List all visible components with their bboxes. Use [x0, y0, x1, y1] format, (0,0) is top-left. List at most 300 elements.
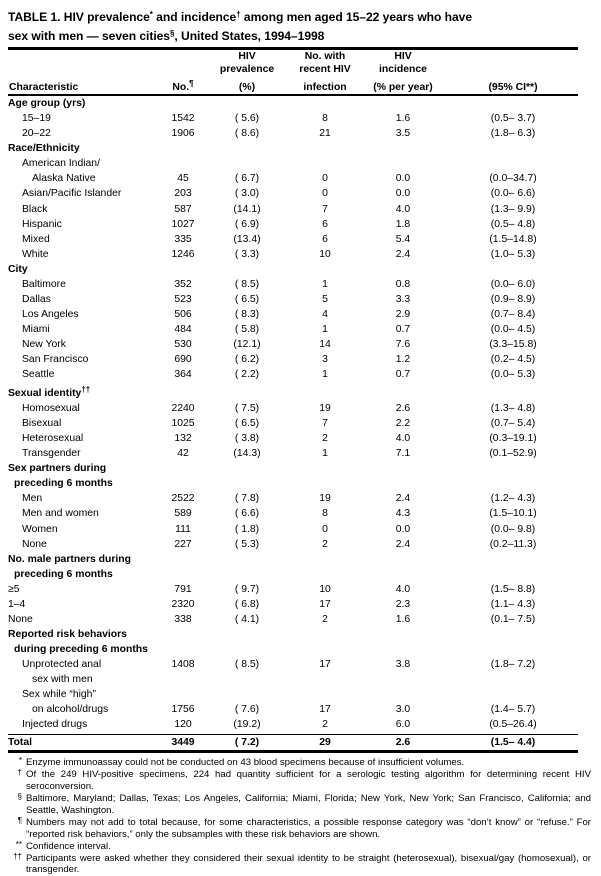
cell-ci: (0.0–34.7) — [489, 173, 537, 185]
cell-ci: (0.0– 6.6) — [490, 188, 536, 200]
cell-incidence: 0.7 — [395, 323, 411, 335]
cell-infection: 3 — [322, 353, 328, 365]
cell-incidence: 7.1 — [395, 448, 411, 460]
empty-cell — [364, 687, 442, 702]
cell-no: 523 — [174, 293, 192, 305]
header-row-1 — [8, 50, 578, 63]
table-row — [8, 367, 578, 382]
table-row — [8, 702, 578, 717]
cell-incidence: 1.8 — [395, 218, 411, 230]
cell-ci: (0.3–19.1) — [489, 433, 537, 445]
empty-cell — [286, 382, 364, 401]
cell-ci: (1.5–14.8) — [489, 233, 537, 245]
group-header-label: City — [8, 263, 28, 275]
cell-ci: (1.3– 4.8) — [490, 403, 536, 415]
empty-cell — [442, 672, 578, 687]
empty-cell — [286, 627, 364, 642]
empty-cell — [160, 141, 208, 156]
hiv-prevalence-table — [8, 50, 578, 94]
total-incidence: 2.6 — [395, 737, 411, 749]
cell-no: 2320 — [171, 598, 195, 610]
table-bottom-rule — [8, 750, 578, 752]
table-row — [8, 217, 578, 232]
empty-cell — [286, 156, 364, 171]
row-label: Mixed — [22, 233, 50, 245]
header-prevalence-line2: prevalence — [219, 64, 275, 76]
cell-infection: 1 — [322, 278, 328, 290]
footnote-item — [8, 853, 591, 876]
row-label: Men and women — [22, 508, 99, 520]
row-label: 15–19 — [22, 113, 51, 125]
row-label: Heterosexual — [22, 433, 84, 445]
table-row — [8, 111, 578, 126]
empty-cell — [160, 552, 208, 567]
cell-ci: (0.0– 6.0) — [490, 278, 536, 290]
row-label: Seattle — [22, 369, 55, 381]
header-incidence-line1: HIV — [394, 51, 412, 63]
table-row-total — [8, 735, 578, 750]
row-label: Asian/Pacific Islander — [22, 188, 122, 200]
group-header-label: Race/Ethnicity — [8, 143, 80, 155]
table-group-header-row — [8, 476, 578, 491]
empty-cell — [160, 382, 208, 401]
empty-cell — [364, 627, 442, 642]
row-label: Transgender — [22, 448, 81, 460]
cell-prevalence: ( 8.3) — [234, 308, 260, 320]
header-row-3 — [8, 77, 578, 94]
table-row — [8, 506, 578, 521]
cell-prevalence: ( 5.3) — [234, 538, 260, 550]
cell-prevalence: ( 6.7) — [234, 173, 260, 185]
cell-ci: (1.5–10.1) — [489, 508, 537, 520]
cell-ci: (0.1– 7.5) — [490, 613, 536, 625]
footnote-text: Numbers may not add to total because, for some characteristics, a possible response category was “don’t know” or “refuse.” For “reported risk behaviors,” only the subsamples with these risk behaviors are shown. — [26, 816, 591, 840]
cell-prevalence: ( 1.8) — [234, 523, 260, 535]
cell-ci: (0.5–26.4) — [489, 719, 537, 731]
cell-prevalence: ( 7.8) — [234, 493, 260, 505]
cell-no: 530 — [174, 338, 192, 350]
cell-ci: (1.3– 9.9) — [490, 203, 536, 215]
header-row-2 — [8, 63, 578, 76]
cell-ci: (0.7– 5.4) — [490, 418, 536, 430]
table-row — [8, 202, 578, 217]
row-label: 20–22 — [22, 128, 51, 140]
cell-prevalence: ( 8.6) — [234, 128, 260, 140]
table-row — [8, 491, 578, 506]
cell-no: 1542 — [171, 113, 195, 125]
cell-no: 352 — [174, 278, 192, 290]
cell-prevalence: ( 9.7) — [234, 583, 260, 595]
empty-cell — [208, 642, 286, 657]
cell-no: 203 — [174, 188, 192, 200]
row-label: None — [22, 538, 47, 550]
empty-cell — [286, 262, 364, 277]
empty-cell — [364, 96, 442, 111]
table-group-header-row — [8, 567, 578, 582]
empty-cell — [364, 461, 442, 476]
table-row — [8, 277, 578, 292]
empty-cell — [442, 262, 578, 277]
table-row — [8, 337, 578, 352]
empty-cell — [442, 627, 578, 642]
cell-incidence: 4.0 — [395, 203, 411, 215]
empty-cell — [286, 141, 364, 156]
cell-prevalence: ( 8.5) — [234, 658, 260, 670]
cell-infection: 10 — [319, 583, 331, 595]
total-table — [8, 735, 578, 750]
cell-infection: 17 — [319, 658, 331, 670]
empty-cell — [364, 642, 442, 657]
title-text-pre: TABLE 1. HIV prevalence — [8, 10, 150, 24]
cell-no: 335 — [174, 233, 192, 245]
table-row — [8, 537, 578, 552]
empty-cell — [442, 687, 578, 702]
cell-ci: (1.8– 6.3) — [490, 128, 536, 140]
row-label: American Indian/ — [22, 158, 100, 170]
table-row — [8, 446, 578, 461]
cell-prevalence: ( 6.5) — [234, 418, 260, 430]
cell-ci: (0.0– 9.8) — [490, 523, 536, 535]
cell-incidence: 0.7 — [395, 369, 411, 381]
cell-prevalence: (13.4) — [233, 233, 261, 245]
cell-incidence: 2.6 — [395, 403, 411, 415]
cell-infection: 10 — [319, 248, 331, 260]
cell-prevalence: (19.2) — [233, 719, 261, 731]
table-title-line-2 — [8, 26, 587, 45]
table-group-header-row — [8, 627, 578, 642]
total-prevalence: ( 7.2) — [234, 737, 260, 749]
total-no: 3449 — [171, 737, 195, 749]
table-row — [8, 171, 578, 186]
empty-cell — [160, 567, 208, 582]
row-label: Hispanic — [22, 218, 62, 230]
cell-no: 506 — [174, 308, 192, 320]
table-row — [8, 416, 578, 431]
group-header-label: Sexual identity†† — [8, 385, 91, 400]
row-label: ≥5 — [8, 583, 20, 595]
cell-no: 589 — [174, 508, 192, 520]
cell-no: 484 — [174, 323, 192, 335]
empty-cell — [442, 96, 578, 111]
table-row — [8, 657, 578, 672]
cell-infection: 1 — [322, 448, 328, 460]
header-no-footnote-marker: ¶ — [189, 78, 194, 88]
row-label: Alaska Native — [32, 173, 96, 185]
empty-cell — [208, 141, 286, 156]
cell-infection: 17 — [319, 598, 331, 610]
row-label: Sex while “high” — [22, 689, 96, 701]
empty-cell — [364, 382, 442, 401]
empty-cell — [364, 262, 442, 277]
cell-infection: 1 — [322, 323, 328, 335]
empty-cell — [208, 552, 286, 567]
cell-infection: 14 — [319, 338, 331, 350]
table-row — [8, 247, 578, 262]
group-header-label: Sex partners during — [8, 463, 107, 475]
empty-cell — [208, 476, 286, 491]
cell-incidence: 2.2 — [395, 418, 411, 430]
title-text-post: among men aged 15–22 years who have — [240, 10, 473, 24]
empty-cell — [442, 476, 578, 491]
cell-prevalence: ( 6.6) — [234, 508, 260, 520]
footnote-item — [8, 817, 591, 841]
row-label: Miami — [22, 323, 50, 335]
table-group-header-row — [8, 96, 578, 111]
empty-cell — [286, 672, 364, 687]
cell-infection: 7 — [322, 203, 328, 215]
table-row — [8, 717, 578, 732]
cell-incidence: 0.0 — [395, 523, 411, 535]
cell-prevalence: ( 3.3) — [234, 248, 260, 260]
table-label-row — [8, 672, 578, 687]
group-header-label: No. male partners during — [8, 553, 131, 565]
cell-prevalence: ( 3.8) — [234, 433, 260, 445]
footnote-text: Participants were asked whether they considered their sexual identity to be straight (heterosexual), bisexual/gay (homosexual), or transgender. — [26, 852, 591, 876]
table-row — [8, 582, 578, 597]
cell-prevalence: ( 6.8) — [234, 598, 260, 610]
footnote-text: Baltimore, Maryland; Dallas, Texas; Los Angeles, California; Miami, Florida; New York, New York; San Francisco, California; and Seattle, Washington. — [26, 793, 591, 816]
empty-cell — [442, 552, 578, 567]
table-row — [8, 232, 578, 247]
cell-incidence: 1.6 — [395, 613, 411, 625]
row-label: Baltimore — [22, 278, 66, 290]
row-label: Men — [22, 493, 43, 505]
footnote-marker: § — [17, 792, 22, 801]
cell-incidence: 4.3 — [395, 508, 411, 520]
cell-incidence: 4.0 — [395, 433, 411, 445]
empty-cell — [442, 642, 578, 657]
cell-prevalence: ( 5.8) — [234, 323, 260, 335]
row-label: Women — [22, 523, 58, 535]
table-label-row — [8, 156, 578, 171]
empty-cell — [208, 672, 286, 687]
row-label: Unprotected anal — [22, 658, 102, 670]
cell-prevalence: ( 6.5) — [234, 293, 260, 305]
cell-prevalence: ( 4.1) — [234, 613, 260, 625]
empty-cell — [286, 476, 364, 491]
cell-ci: (0.7– 8.4) — [490, 308, 536, 320]
row-label: White — [22, 248, 49, 260]
title-text-mid: and incidence — [152, 10, 237, 24]
cell-ci: (1.0– 5.3) — [490, 248, 536, 260]
empty-cell — [286, 567, 364, 582]
cell-infection: 21 — [319, 128, 331, 140]
footnote-marker: † — [17, 768, 22, 778]
cell-no: 45 — [177, 173, 189, 185]
group-footnote-marker: †† — [81, 385, 91, 395]
cell-infection: 2 — [322, 538, 328, 550]
cell-incidence: 4.0 — [395, 583, 411, 595]
cell-ci: (0.5– 4.8) — [490, 218, 536, 230]
footnote-marker: †† — [13, 851, 22, 861]
header-confidence-interval: (95% CI**) — [488, 81, 538, 93]
cell-ci: (1.2– 4.3) — [490, 493, 536, 505]
empty-cell — [286, 687, 364, 702]
cell-no: 2240 — [171, 403, 195, 415]
empty-cell — [208, 461, 286, 476]
empty-cell — [442, 156, 578, 171]
cell-incidence: 5.4 — [395, 233, 411, 245]
total-ci: (1.5– 4.4) — [490, 737, 536, 749]
table-label-row — [8, 687, 578, 702]
title-footnote-marker-section: § — [170, 28, 175, 38]
table-row — [8, 292, 578, 307]
table-title — [0, 0, 601, 44]
cell-no: 587 — [174, 203, 192, 215]
empty-cell — [208, 96, 286, 111]
empty-cell — [208, 567, 286, 582]
empty-cell — [160, 627, 208, 642]
table-group-header-row — [8, 461, 578, 476]
empty-cell — [364, 476, 442, 491]
cell-ci: (0.9– 8.9) — [490, 293, 536, 305]
cell-incidence: 3.8 — [395, 658, 411, 670]
table-row — [8, 597, 578, 612]
footnote-item — [8, 757, 591, 769]
cell-ci: (1.8– 7.2) — [490, 658, 536, 670]
cell-prevalence: ( 7.6) — [234, 704, 260, 716]
cell-prevalence: (14.1) — [233, 203, 261, 215]
row-label: 1–4 — [8, 598, 26, 610]
header-spacer-characteristic-2 — [8, 63, 160, 76]
empty-cell — [160, 642, 208, 657]
empty-cell — [208, 262, 286, 277]
empty-cell — [160, 687, 208, 702]
cell-infection: 6 — [322, 233, 328, 245]
cell-ci: (0.5– 3.7) — [490, 113, 536, 125]
cell-prevalence: ( 2.2) — [234, 369, 260, 381]
header-infection-line1: No. with — [304, 51, 346, 63]
row-label: sex with men — [32, 673, 93, 685]
empty-cell — [442, 461, 578, 476]
header-spacer-ci-2 — [442, 63, 578, 76]
header-no-label: No. — [172, 81, 190, 93]
cell-prevalence: ( 7.5) — [234, 403, 260, 415]
cell-ci: (1.4– 5.7) — [490, 704, 536, 716]
footnote-marker: * — [18, 756, 22, 766]
cell-no: 690 — [174, 353, 192, 365]
table-body — [8, 96, 578, 732]
cell-no: 227 — [174, 538, 192, 550]
empty-cell — [286, 642, 364, 657]
cell-ci: (0.2– 4.5) — [490, 353, 536, 365]
cell-no: 1756 — [171, 704, 195, 716]
cell-incidence: 1.2 — [395, 353, 411, 365]
cell-incidence: 3.0 — [395, 704, 411, 716]
cell-infection: 8 — [322, 508, 328, 520]
cell-no: 1246 — [171, 248, 195, 260]
total-label: Total — [8, 737, 33, 749]
cell-infection: 2 — [322, 433, 328, 445]
row-label: Black — [22, 203, 48, 215]
cell-no: 2522 — [171, 493, 195, 505]
cell-incidence: 6.0 — [395, 719, 411, 731]
empty-cell — [160, 461, 208, 476]
cell-infection: 1 — [322, 369, 328, 381]
cell-prevalence: ( 3.0) — [234, 188, 260, 200]
table-title-line-1 — [8, 7, 587, 26]
empty-cell — [364, 156, 442, 171]
header-spacer-no — [160, 50, 208, 63]
table-row — [8, 522, 578, 537]
cell-no: 338 — [174, 613, 192, 625]
header-infection-line3: infection — [303, 81, 347, 93]
footnote-marker: ¶ — [17, 815, 22, 825]
cell-incidence: 1.6 — [395, 113, 411, 125]
table-row — [8, 186, 578, 201]
table-row — [8, 612, 578, 627]
cell-prevalence: (14.3) — [233, 448, 261, 460]
header-prevalence-line1: HIV — [238, 51, 256, 63]
cell-prevalence: (12.1) — [233, 338, 261, 350]
empty-cell — [160, 476, 208, 491]
cell-no: 120 — [174, 719, 192, 731]
total-infection: 29 — [319, 737, 331, 749]
empty-cell — [160, 262, 208, 277]
cell-no: 1906 — [171, 128, 195, 140]
table-row — [8, 352, 578, 367]
cell-infection: 2 — [322, 719, 328, 731]
table-group-header-row — [8, 382, 578, 401]
table-group-header-row — [8, 262, 578, 277]
footnote-text: Confidence interval. — [26, 840, 111, 852]
cell-infection: 6 — [322, 218, 328, 230]
cell-incidence: 0.8 — [395, 278, 411, 290]
header-spacer-characteristic — [8, 50, 160, 63]
cell-no: 132 — [174, 433, 192, 445]
cell-incidence: 2.4 — [395, 248, 411, 260]
row-label: on alcohol/drugs — [32, 704, 109, 716]
group-header-label: during preceding 6 months — [14, 643, 148, 655]
cell-no: 1408 — [171, 658, 195, 670]
empty-cell — [286, 96, 364, 111]
cell-incidence: 0.0 — [395, 188, 411, 200]
cell-incidence: 0.0 — [395, 173, 411, 185]
cell-incidence: 2.4 — [395, 493, 411, 505]
empty-cell — [160, 672, 208, 687]
table-group-header-row — [8, 552, 578, 567]
cell-incidence: 3.5 — [395, 128, 411, 140]
cell-ci: (0.0– 4.5) — [490, 323, 536, 335]
row-label: Bisexual — [22, 418, 62, 430]
header-no — [160, 77, 208, 94]
cell-no: 791 — [174, 583, 192, 595]
cell-prevalence: ( 5.6) — [234, 113, 260, 125]
empty-cell — [208, 687, 286, 702]
cell-ci: (1.5– 8.8) — [490, 583, 536, 595]
group-header-label: Age group (yrs) — [8, 98, 86, 110]
cell-prevalence: ( 8.5) — [234, 278, 260, 290]
cell-infection: 0 — [322, 188, 328, 200]
group-header-label: preceding 6 months — [14, 568, 113, 580]
title2-text-pre: sex with men — seven cities — [8, 28, 170, 43]
cell-infection: 8 — [322, 113, 328, 125]
cell-ci: (0.0– 5.3) — [490, 369, 536, 381]
empty-cell — [208, 627, 286, 642]
cell-ci: (3.3–15.8) — [489, 338, 537, 350]
empty-cell — [442, 567, 578, 582]
row-label: None — [8, 613, 33, 625]
footnote-item — [8, 793, 591, 817]
empty-cell — [442, 141, 578, 156]
table-group-header-row — [8, 642, 578, 657]
cell-no: 111 — [175, 523, 191, 535]
empty-cell — [442, 382, 578, 401]
table-row — [8, 322, 578, 337]
title2-text-post: , United States, 1994–1998 — [174, 28, 325, 43]
empty-cell — [160, 156, 208, 171]
header-incidence-line2: incidence — [379, 64, 427, 76]
